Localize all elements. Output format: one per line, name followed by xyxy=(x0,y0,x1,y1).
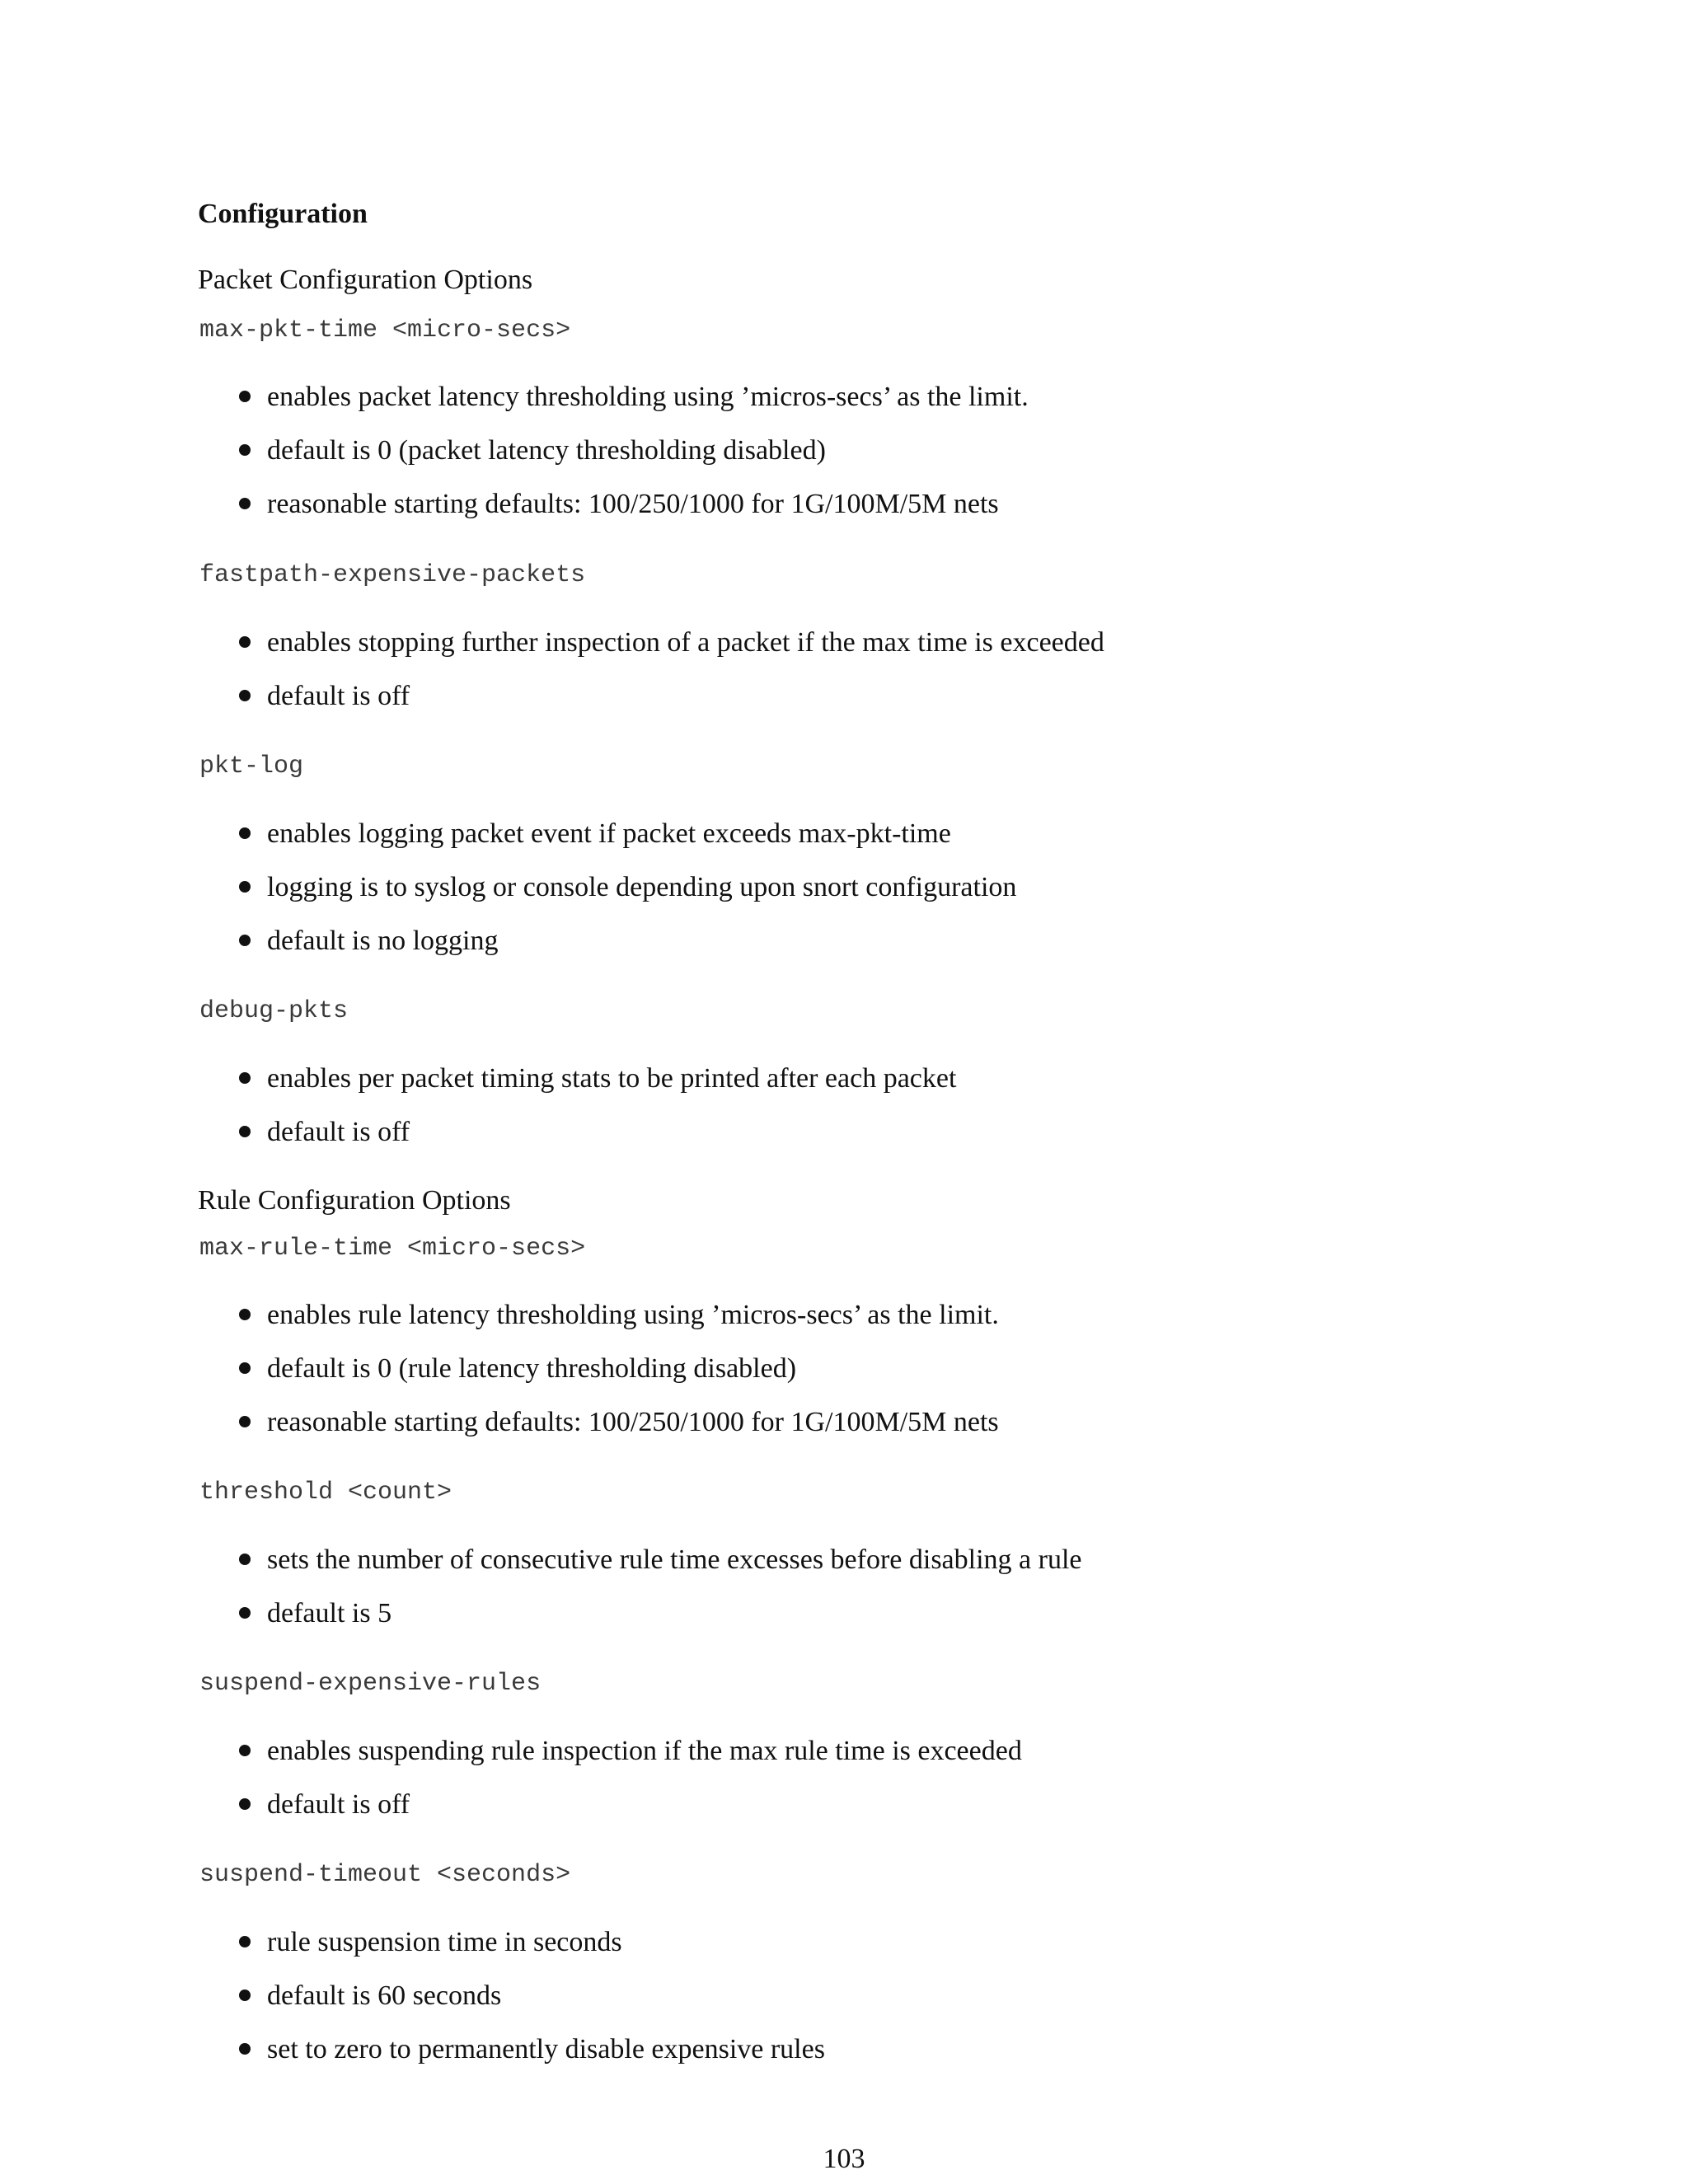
option-suspend-timeout: suspend-timeout <seconds> xyxy=(199,1861,571,1889)
bullet-icon xyxy=(239,1554,251,1565)
bullet-icon xyxy=(239,935,251,946)
bullet-icon xyxy=(239,1745,251,1756)
list-item: reasonable starting defaults: 100/250/1000 for 1G/100M/5M nets xyxy=(239,488,999,521)
list-item: default is no logging xyxy=(239,925,498,958)
list-item: logging is to syslog or console depending upon snort configuration xyxy=(239,871,1016,904)
bullet-icon xyxy=(239,1362,251,1374)
list-item: default is 60 seconds xyxy=(239,1980,501,2013)
page-number: 103 xyxy=(823,2144,865,2174)
bullet-icon xyxy=(239,1990,251,2001)
bullet-icon xyxy=(239,1416,251,1427)
option-max-pkt-time: max-pkt-time <micro-secs> xyxy=(199,316,571,344)
option-pkt-log: pkt-log xyxy=(199,752,304,780)
bullet-icon xyxy=(239,1936,251,1947)
list-item: enables suspending rule inspection if the max rule time is exceeded xyxy=(239,1735,1022,1768)
bullet-icon xyxy=(239,391,251,402)
list-item: default is off xyxy=(239,680,410,713)
list-item: default is 0 (rule latency thresholding disabled) xyxy=(239,1352,796,1385)
option-suspend-expensive-rules: suspend-expensive-rules xyxy=(199,1670,542,1698)
list-item: reasonable starting defaults: 100/250/1000 for 1G/100M/5M nets xyxy=(239,1406,999,1439)
rule-options-title: Rule Configuration Options xyxy=(198,1185,511,1216)
section-heading: Configuration xyxy=(198,199,368,229)
bullet-icon xyxy=(239,881,251,893)
list-item: rule suspension time in seconds xyxy=(239,1926,622,1959)
list-item: set to zero to permanently disable expensive rules xyxy=(239,2033,825,2066)
bullet-icon xyxy=(239,1607,251,1619)
bullet-icon xyxy=(239,2043,251,2055)
list-item: enables packet latency thresholding using ’micros-secs’ as the limit. xyxy=(239,381,1029,414)
bullet-icon xyxy=(239,636,251,648)
list-item: enables stopping further inspection of a packet if the max time is exceeded xyxy=(239,626,1104,659)
list-item: default is 5 xyxy=(239,1597,392,1630)
list-item: enables logging packet event if packet exceeds max-pkt-time xyxy=(239,818,951,851)
bullet-icon xyxy=(239,1798,251,1810)
bullet-icon xyxy=(239,498,251,509)
bullet-icon xyxy=(239,444,251,456)
bullet-icon xyxy=(239,690,251,701)
packet-options-title: Packet Configuration Options xyxy=(198,265,533,295)
list-item: sets the number of consecutive rule time excesses before disabling a rule xyxy=(239,1544,1082,1577)
list-item: default is off xyxy=(239,1788,410,1821)
option-max-rule-time: max-rule-time <micro-secs> xyxy=(199,1235,586,1263)
list-item: default is 0 (packet latency thresholding disabled) xyxy=(239,434,826,467)
bullet-icon xyxy=(239,827,251,839)
bullet-icon xyxy=(239,1126,251,1137)
option-debug-pkts: debug-pkts xyxy=(199,997,349,1025)
bullet-icon xyxy=(239,1072,251,1084)
bullet-icon xyxy=(239,1309,251,1320)
option-fastpath-expensive-packets: fastpath-expensive-packets xyxy=(199,561,586,589)
list-item: enables rule latency thresholding using ’micros-secs’ as the limit. xyxy=(239,1299,999,1332)
list-item: default is off xyxy=(239,1116,410,1149)
option-threshold: threshold <count> xyxy=(199,1479,452,1507)
list-item: enables per packet timing stats to be printed after each packet xyxy=(239,1062,956,1095)
